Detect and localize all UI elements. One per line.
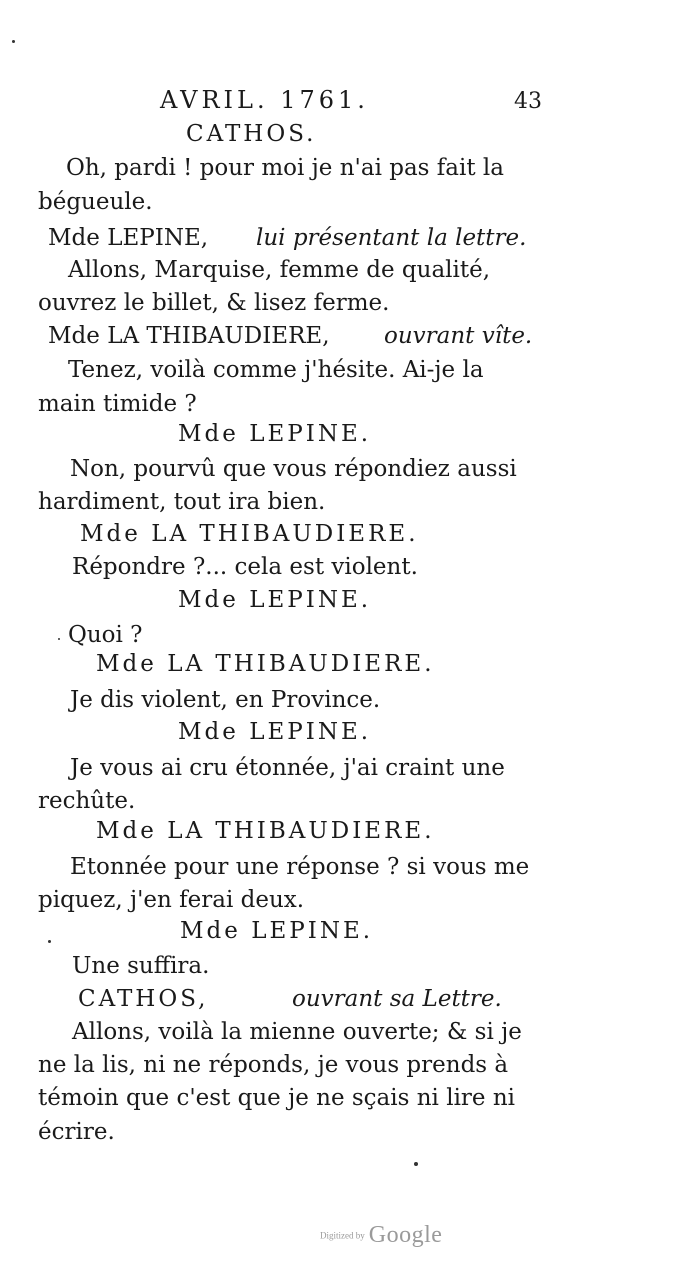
text-line: Etonnée pour une réponse ? si vous me bbox=[70, 854, 530, 880]
text-line: main timide ? bbox=[38, 391, 197, 417]
stage-direction: ouvrant vîte. bbox=[384, 323, 533, 349]
speaker-heading: Mde LEPINE. bbox=[180, 918, 374, 944]
text-line: Allons, voilà la mienne ouverte; & si je bbox=[72, 1019, 522, 1045]
stage-direction: lui présentant la lettre. bbox=[256, 225, 527, 251]
text-line: Une suffira. bbox=[72, 953, 210, 979]
text-line: Allons, Marquise, femme de qualité, bbox=[68, 257, 491, 283]
text-line: Je vous ai cru étonnée, j'ai craint une bbox=[70, 755, 505, 781]
text-line: Tenez, voilà comme j'hésite. Ai-je la bbox=[68, 357, 484, 383]
speaker-heading: CATHOS, bbox=[78, 986, 209, 1012]
running-title: AVRIL. 1761. bbox=[160, 86, 369, 114]
text-line: rechûte. bbox=[38, 788, 136, 814]
text-line: ne la lis, ni ne réponds, je vous prends à bbox=[38, 1052, 509, 1078]
text-line: Oh, pardi ! pour moi je n'ai pas fait la bbox=[66, 155, 504, 181]
text-line: Répondre ?... cela est violent. bbox=[72, 554, 418, 580]
digitized-watermark bbox=[320, 1222, 470, 1256]
text-line: ouvrez le billet, & lisez ferme. bbox=[38, 290, 390, 316]
speaker-heading: Mde LEPINE, bbox=[48, 225, 209, 251]
text-line: piquez, j'en ferai deux. bbox=[38, 887, 305, 913]
speaker-heading: CATHOS. bbox=[186, 121, 317, 147]
speaker-heading: Mde LA THIBAUDIERE. bbox=[96, 651, 435, 677]
speaker-heading: Mde LEPINE. bbox=[178, 719, 372, 745]
digitized-label: Digitized by bbox=[320, 1230, 365, 1241]
print-speck bbox=[58, 638, 60, 640]
print-speck bbox=[414, 1162, 418, 1166]
text-line: hardiment, tout ira bien. bbox=[38, 489, 326, 515]
text-line: Quoi ? bbox=[68, 622, 143, 648]
print-speck bbox=[48, 940, 51, 943]
speaker-heading: Mde LA THIBAUDIERE. bbox=[80, 521, 419, 547]
text-line: écrire. bbox=[38, 1119, 115, 1145]
speaker-heading: Mde LA THIBAUDIERE, bbox=[48, 323, 330, 349]
text-line: bégueule. bbox=[38, 189, 153, 215]
text-line: témoin que c'est que je ne sçais ni lire ni bbox=[38, 1085, 516, 1111]
text-line: Je dis violent, en Province. bbox=[70, 687, 381, 713]
speaker-heading: Mde LA THIBAUDIERE. bbox=[96, 818, 435, 844]
page-number: 43 bbox=[514, 89, 542, 114]
speaker-heading: Mde LEPINE. bbox=[178, 421, 372, 447]
stage-direction: ouvrant sa Lettre. bbox=[292, 986, 502, 1012]
print-speck bbox=[12, 40, 15, 43]
google-wordmark: Google bbox=[368, 1222, 443, 1248]
text-line: Non, pourvû que vous répondiez aussi bbox=[70, 456, 517, 482]
speaker-heading: Mde LEPINE. bbox=[178, 587, 372, 613]
